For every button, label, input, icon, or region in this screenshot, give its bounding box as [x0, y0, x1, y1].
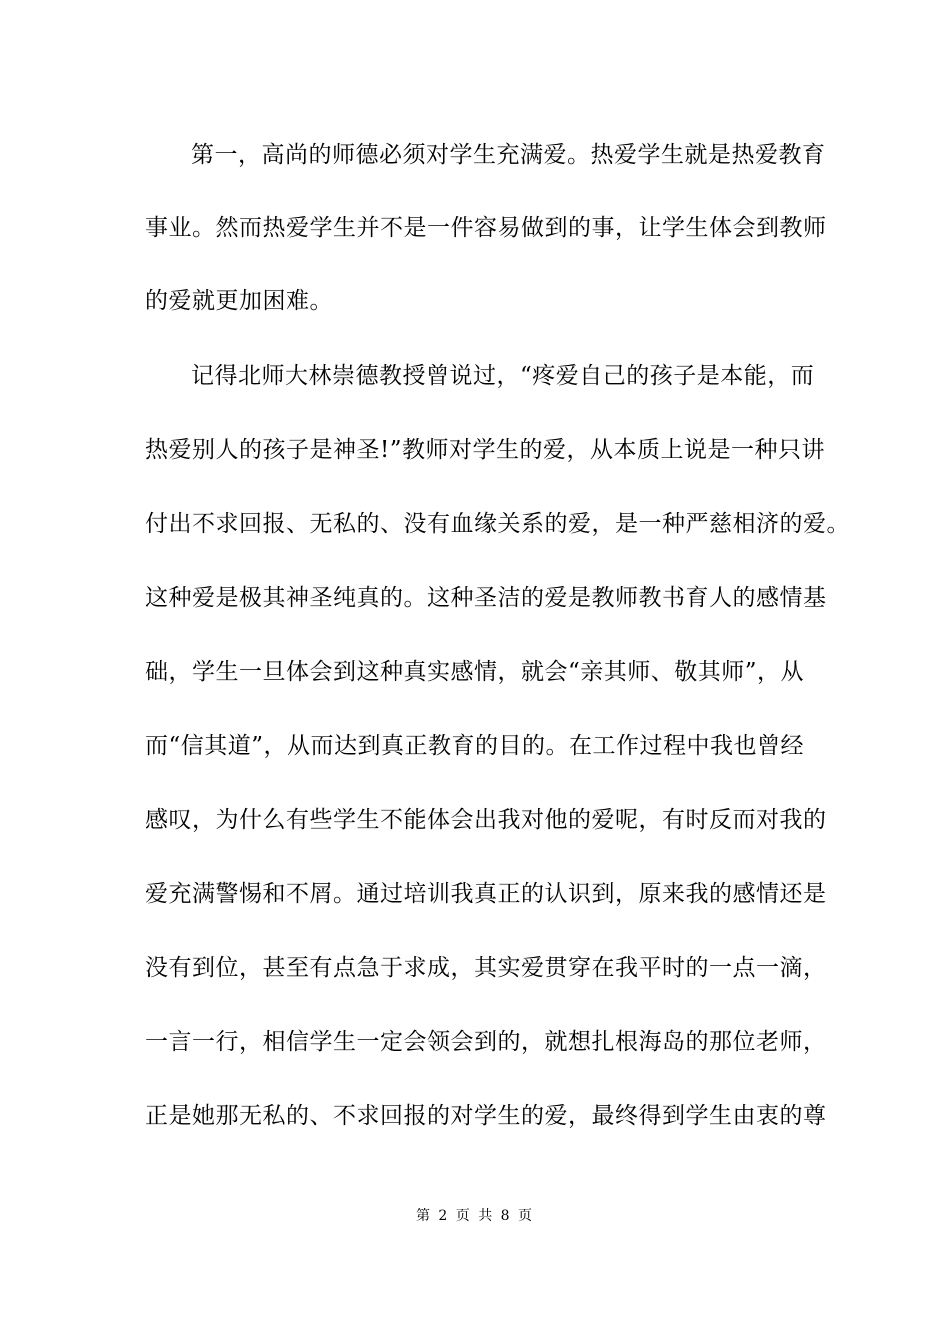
paragraph-2-line-5: 础，学生一旦体会到这种真实感情，就会“亲其师、敬其师”，从: [145, 659, 805, 685]
page-number-footer: 第 2 页 共 8 页: [415, 1208, 535, 1224]
paragraph-2-line-9: 没有到位，甚至有点急于求成，其实爱贯穿在我平时的一点一滴，: [145, 955, 827, 981]
paragraph-2-line-1: 记得北师大林崇德教授曾说过，“疼爱自己的孩子是本能，而: [191, 363, 815, 389]
paragraph-2-line-11: 正是她那无私的、不求回报的对学生的爱，最终得到学生由衷的尊: [145, 1103, 827, 1129]
paragraph-2-line-6: 而“信其道”，从而达到真正教育的目的。在工作过程中我也曾经: [145, 733, 805, 759]
paragraph-1-line-3: 的爱就更加困难。: [145, 288, 333, 314]
paragraph-2-line-8: 爱充满警惕和不屑。通过培训我真正的认识到，原来我的感情还是: [145, 881, 827, 907]
paragraph-1-line-2: 事业。然而热爱学生并不是一件容易做到的事，让学生体会到教师: [145, 215, 827, 241]
paragraph-2-line-2: 热爱别人的孩子是神圣!”教师对学生的爱，从本质上说是一种只讲: [145, 437, 826, 463]
paragraph-2-line-4: 这种爱是极其神圣纯真的。这种圣洁的爱是教师教书育人的感情基: [145, 585, 827, 611]
paragraph-1-line-1: 第一，高尚的师德必须对学生充满爱。热爱学生就是热爱教育: [191, 142, 826, 168]
paragraph-2-line-7: 感叹，为什么有些学生不能体会出我对他的爱呢，有时反而对我的: [145, 807, 827, 833]
paragraph-2-line-10: 一言一行，相信学生一定会领会到的，就想扎根海岛的那位老师，: [145, 1029, 827, 1055]
paragraph-2-line-3: 付出不求回报、无私的、没有血缘关系的爱，是一种严慈相济的爱。: [145, 511, 850, 537]
